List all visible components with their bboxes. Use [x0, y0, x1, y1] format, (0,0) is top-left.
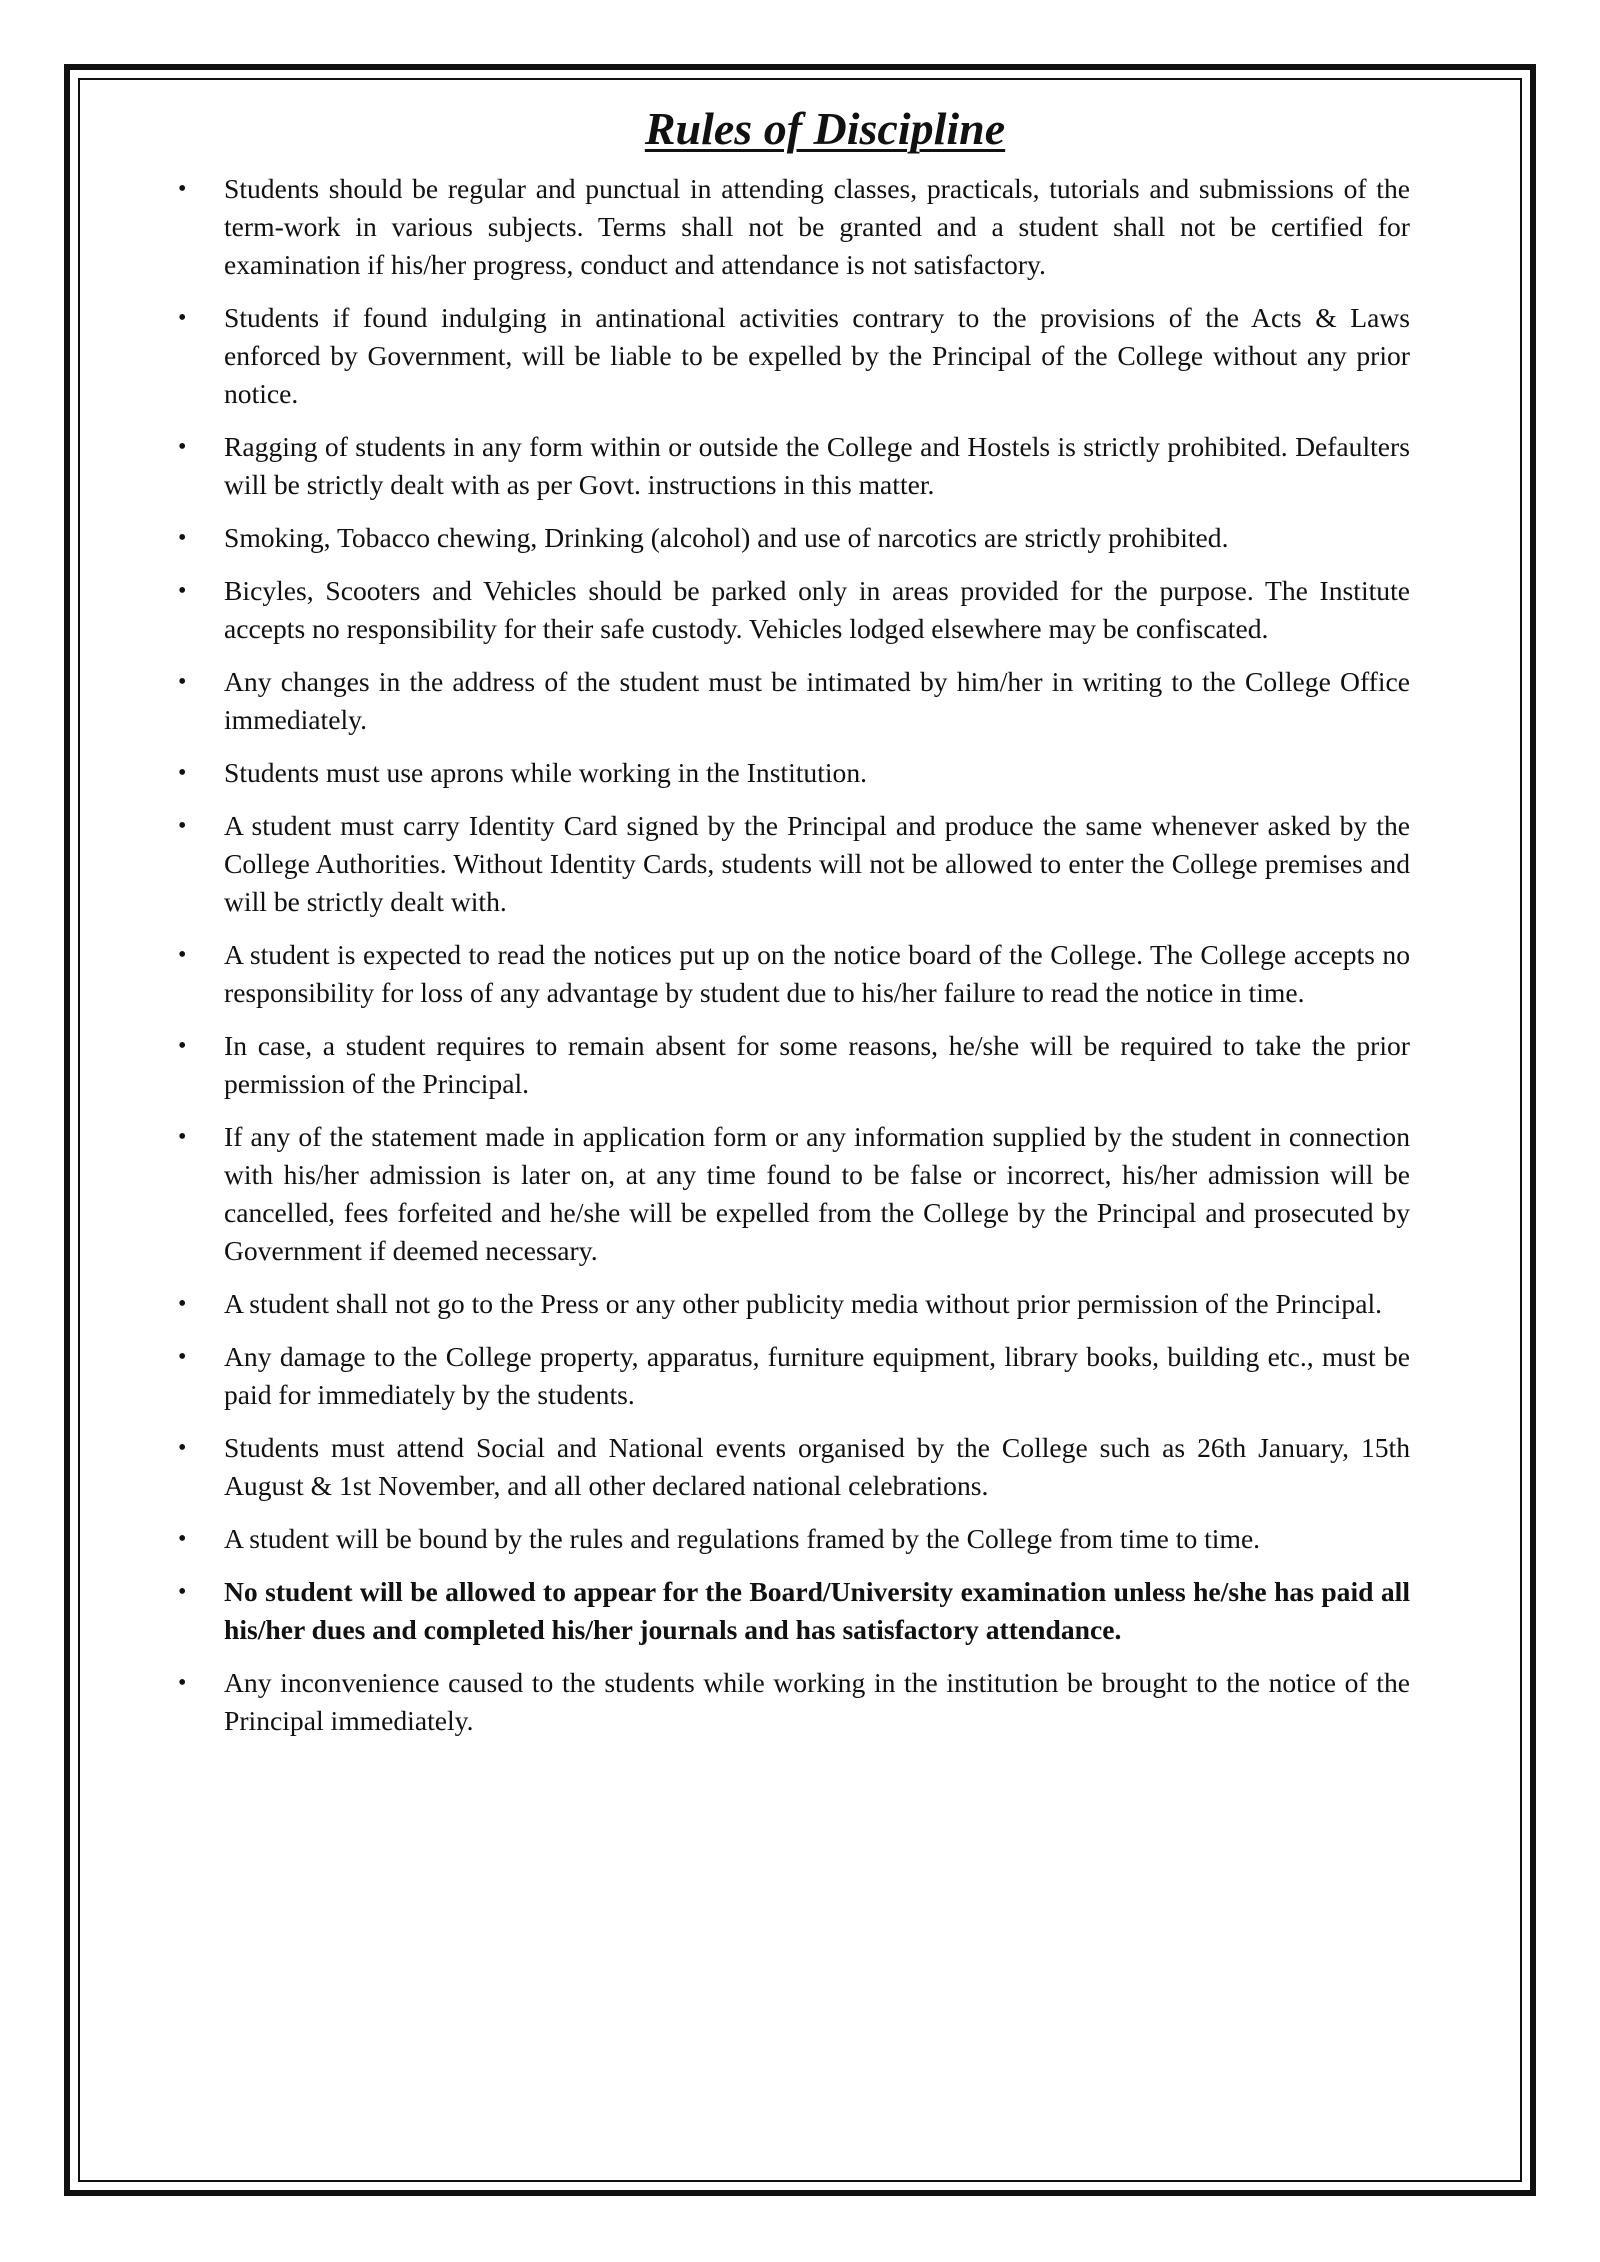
- rule-item: [160, 299, 1410, 413]
- rule-text: A student will be bound by the rules and regulations framed by the College from time to time.: [224, 1522, 1261, 1554]
- bullet-icon: •: [178, 1525, 187, 1552]
- rule-text: Smoking, Tobacco chewing, Drinking (alcohol) and use of narcotics are strictly prohibited.: [224, 521, 1229, 553]
- rule-text: No student will be allowed to appear for the Board/University examination unless he/she has paid all his/her dues and completed his/her journals and has satisfactory attendance.: [224, 1575, 1410, 1645]
- rule-text: Bicyles, Scooters and Vehicles should be parked only in areas provided for the purpose. The Institute accepts no responsibility for their safe custody. Vehicles lodged elsewhere may be confiscated.: [224, 574, 1410, 644]
- rule-item: [160, 1573, 1410, 1649]
- rule-item: [160, 754, 1410, 792]
- rule-item: [160, 1118, 1410, 1270]
- page-title: Rules of Discipline: [644, 103, 1006, 154]
- rule-text: Any changes in the address of the student must be intimated by him/her in writing to the College Office immediately.: [224, 665, 1410, 735]
- rule-item: [160, 519, 1410, 557]
- rule-item: [160, 1429, 1410, 1505]
- rule-item: [160, 170, 1410, 284]
- rule-text: Students must use aprons while working in the Institution.: [224, 756, 868, 788]
- rule-item: [160, 936, 1410, 1012]
- rule-text: Students must attend Social and National events organised by the College such as 26th January, 15th August & 1st November, and all other declared national celebrations.: [224, 1431, 1410, 1501]
- bullet-icon: •: [178, 577, 187, 604]
- rule-text: A student is expected to read the notices put up on the notice board of the College. The College accepts no responsibility for loss of any advantage by student due to his/her failure to read the notice in time.: [224, 938, 1410, 1008]
- rule-text: Students should be regular and punctual in attending classes, practicals, tutorials and submissions of the term-work in various subjects. Terms shall not be granted and a student shall not be certified for examination if his/her progress, conduct and attendance is not satisfactory.: [224, 172, 1410, 280]
- rule-item: [160, 428, 1410, 504]
- bullet-icon: •: [178, 759, 187, 786]
- rule-text: Any inconvenience caused to the students while working in the institution be brought to the notice of the Principal immediately.: [224, 1666, 1410, 1736]
- rule-item: [160, 1285, 1410, 1323]
- bullet-icon: •: [178, 1578, 187, 1605]
- rule-text: A student shall not go to the Press or any other publicity media without prior permission of the Principal.: [224, 1287, 1383, 1319]
- rule-item: [160, 1027, 1410, 1103]
- rule-text: In case, a student requires to remain absent for some reasons, he/she will be required to take the prior permission of the Principal.: [224, 1029, 1410, 1099]
- bullet-icon: •: [178, 1032, 187, 1059]
- rule-item: [160, 1520, 1410, 1558]
- bullet-icon: •: [178, 304, 187, 331]
- rule-item: [160, 1664, 1410, 1740]
- bullet-icon: •: [178, 668, 187, 695]
- rule-item: [160, 572, 1410, 648]
- rule-text: Students if found indulging in antinational activities contrary to the provisions of the Acts & Laws enforced by Government, will be liable to be expelled by the Principal of the College without any prior notice.: [224, 301, 1410, 409]
- bullet-icon: •: [178, 175, 187, 202]
- bullet-icon: •: [178, 812, 187, 839]
- rule-text: Any damage to the College property, apparatus, furniture equipment, library books, building etc., must be paid for immediately by the students.: [224, 1340, 1410, 1410]
- rule-item: [160, 1338, 1410, 1414]
- bullet-icon: •: [178, 1669, 187, 1696]
- bullet-icon: •: [178, 941, 187, 968]
- bullet-icon: •: [178, 1434, 187, 1461]
- rule-text: If any of the statement made in application form or any information supplied by the student in connection with his/her admission is later on, at any time found to be false or incorrect, his/her admission will be cancelled, fees forfeited and he/she will be expelled from the College by the Principal and prosecuted by Government if deemed necessary.: [224, 1120, 1410, 1266]
- rule-item: [160, 807, 1410, 921]
- rules-list: [160, 170, 1410, 1740]
- bullet-icon: •: [178, 1343, 187, 1370]
- bullet-icon: •: [178, 1123, 187, 1150]
- rule-text: Ragging of students in any form within or outside the College and Hostels is strictly prohibited. Defaulters will be strictly dealt with as per Govt. instructions in this matter.: [224, 430, 1410, 500]
- document-content: [160, 100, 1410, 1755]
- bullet-icon: •: [178, 433, 187, 460]
- rule-item: [160, 663, 1410, 739]
- rule-text: A student must carry Identity Card signed by the Principal and produce the same whenever asked by the College Authorities. Without Identity Cards, students will not be allowed to enter the College premises and will be strictly dealt with.: [224, 809, 1410, 917]
- bullet-icon: •: [178, 1290, 187, 1317]
- bullet-icon: •: [178, 524, 187, 551]
